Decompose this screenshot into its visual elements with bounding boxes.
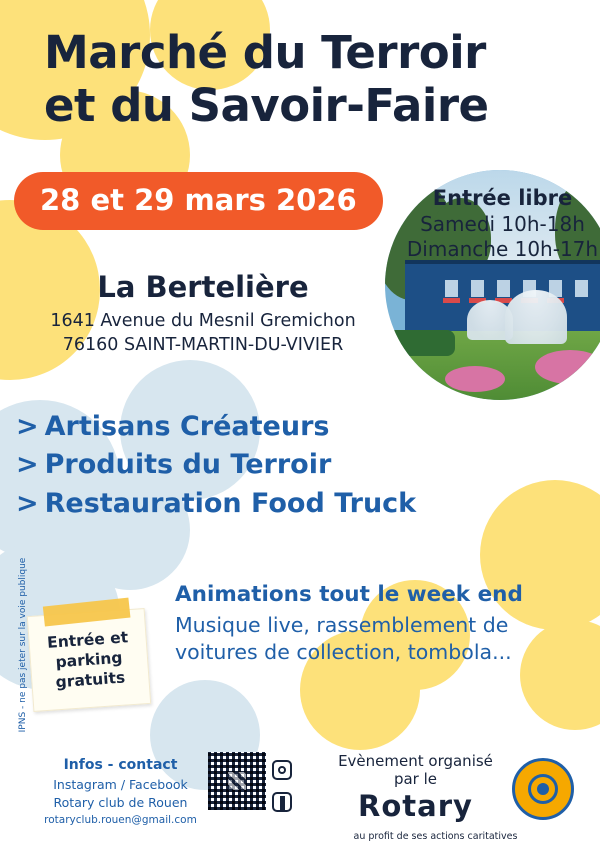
organizer-line-2: par le [393, 770, 438, 788]
list-item [16, 446, 416, 484]
instagram-lens [278, 766, 286, 774]
title-line-2: et du Savoir-Faire [44, 79, 489, 133]
photo-hedge [385, 330, 455, 356]
contact-email: rotaryclub.rouen@gmail.com [44, 813, 197, 826]
free-parking-note [27, 608, 151, 712]
organizer-brand: Rotary [358, 789, 473, 823]
hours-saturday: Samedi 10h-18h [420, 212, 585, 236]
title-line-1: Marché du Terroir [44, 26, 486, 79]
hours-sunday: Dimanche 10h-17h [406, 237, 599, 261]
venue-address-line-2: 76160 SAINT-MARTIN-DU-VIVIER [62, 334, 344, 355]
venue-address-line-1: 1641 Avenue du Mesnil Gremichon [50, 311, 356, 331]
bullet-marker: > [16, 449, 39, 481]
photo-window [575, 280, 588, 297]
bullet-label: Produits du Terroir [44, 449, 332, 481]
photo-window [497, 280, 510, 297]
bullet-marker: > [16, 411, 39, 442]
rotary-wheel-icon [512, 758, 574, 820]
bullet-label: Restauration Food Truck [44, 487, 417, 519]
entry-free-label: Entrée libre [432, 186, 573, 210]
contact-title: Infos - contact [63, 757, 178, 773]
date-badge: 28 et 29 mars 2026 [14, 172, 383, 230]
contact-club: Rotary club de Rouen [53, 794, 188, 810]
photo-flowerbox [443, 298, 460, 303]
instagram-icon[interactable] [272, 760, 292, 780]
bullet-marker: > [16, 487, 39, 519]
bullet-label: Artisans Créateurs [44, 411, 330, 442]
photo-window [445, 280, 458, 297]
organizer-line-1: Evènement organisé [338, 752, 493, 770]
page-title [44, 26, 564, 132]
facebook-icon[interactable] [272, 792, 292, 812]
animations-block [175, 582, 580, 666]
list-item [16, 485, 416, 523]
highlights-list [16, 408, 416, 523]
animations-body: Musique live, rassemblement de voitures de collection, tombola... [175, 613, 512, 665]
opening-hours [395, 186, 600, 262]
venue-name: La Bertelière [97, 270, 309, 304]
legal-side-note: IPNS - ne pas jeter sur la voie publique [18, 557, 28, 733]
photo-flowers [445, 366, 505, 392]
organizer-block [328, 752, 578, 842]
qr-code[interactable] [208, 752, 266, 810]
facebook-mark [280, 796, 285, 810]
photo-tent-large [505, 290, 567, 344]
venue-block [38, 270, 368, 357]
contact-block [38, 757, 203, 826]
list-item [16, 408, 416, 446]
animations-title: Animations tout le week end [175, 582, 523, 607]
photo-window [471, 280, 484, 297]
photo-flowers [535, 350, 600, 384]
free-parking-text: Entrée et parking gratuits [46, 628, 129, 692]
contact-social: Instagram / Facebook [53, 777, 188, 792]
organizer-note: au profit de ses actions caritatives [353, 831, 518, 842]
